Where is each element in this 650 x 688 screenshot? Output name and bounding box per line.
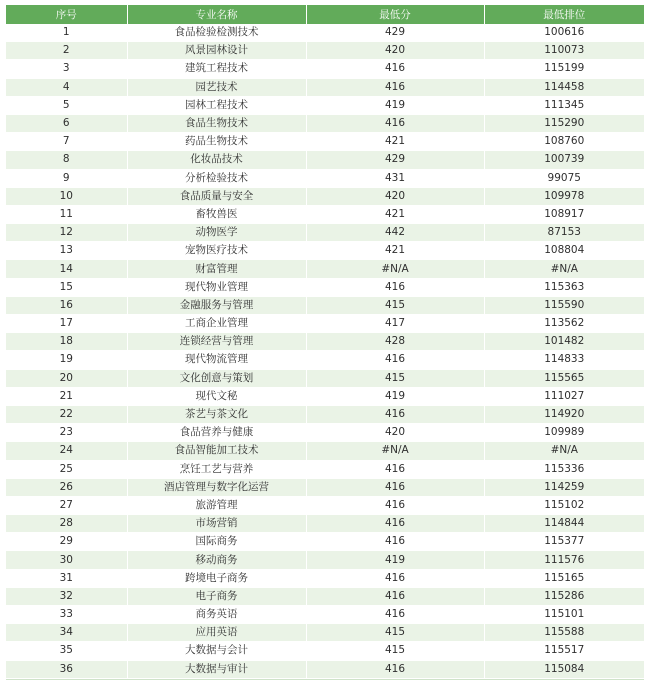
- cell-major-name: 食品生物技术: [127, 114, 306, 132]
- cell-serial-number: 29: [6, 533, 127, 551]
- cell-major-name: 食品营养与健康: [127, 424, 306, 442]
- cell-min-rank: 110073: [484, 42, 644, 60]
- cell-min-score: 415: [306, 624, 484, 642]
- cell-min-score: 415: [306, 369, 484, 387]
- cell-min-rank: 115590: [484, 296, 644, 314]
- cell-serial-number: 6: [6, 114, 127, 132]
- cell-major-name: 动物医学: [127, 224, 306, 242]
- cell-serial-number: 8: [6, 151, 127, 169]
- cell-min-rank: 114844: [484, 515, 644, 533]
- admission-score-table: [6, 5, 644, 679]
- table-row: [6, 24, 644, 42]
- cell-serial-number: 36: [6, 660, 127, 678]
- cell-serial-number: 33: [6, 606, 127, 624]
- cell-major-name: 园艺技术: [127, 78, 306, 96]
- cell-min-rank: 109989: [484, 424, 644, 442]
- cell-major-name: 大数据与会计: [127, 642, 306, 660]
- cell-min-rank: #N/A: [484, 260, 644, 278]
- cell-min-score: 428: [306, 333, 484, 351]
- cell-major-name: 电子商务: [127, 587, 306, 605]
- cell-min-score: 416: [306, 278, 484, 296]
- cell-min-rank: 115588: [484, 624, 644, 642]
- cell-serial-number: 16: [6, 296, 127, 314]
- cell-serial-number: 5: [6, 96, 127, 114]
- cell-min-score: 416: [306, 60, 484, 78]
- cell-major-name: 金融服务与管理: [127, 296, 306, 314]
- cell-serial-number: 21: [6, 387, 127, 405]
- cell-serial-number: 11: [6, 205, 127, 223]
- table-row: [6, 496, 644, 514]
- header-row: [6, 5, 644, 24]
- table-body: [6, 24, 644, 678]
- table-row: [6, 133, 644, 151]
- cell-serial-number: 3: [6, 60, 127, 78]
- cell-min-rank: 87153: [484, 224, 644, 242]
- header-min-score: 最低分: [306, 5, 484, 24]
- cell-min-score: 416: [306, 606, 484, 624]
- cell-major-name: 现代物流管理: [127, 351, 306, 369]
- cell-min-rank: 114458: [484, 78, 644, 96]
- cell-major-name: 市场营销: [127, 515, 306, 533]
- cell-major-name: 现代物业管理: [127, 278, 306, 296]
- cell-min-score: 416: [306, 660, 484, 678]
- cell-serial-number: 7: [6, 133, 127, 151]
- cell-serial-number: 30: [6, 551, 127, 569]
- cell-serial-number: 35: [6, 642, 127, 660]
- cell-min-score: 416: [306, 114, 484, 132]
- cell-major-name: 风景园林设计: [127, 42, 306, 60]
- table-row: [6, 369, 644, 387]
- cell-min-score: 416: [306, 515, 484, 533]
- cell-min-score: #N/A: [306, 442, 484, 460]
- cell-serial-number: 14: [6, 260, 127, 278]
- cell-major-name: 财富管理: [127, 260, 306, 278]
- cell-min-rank: 115165: [484, 569, 644, 587]
- cell-min-rank: 111576: [484, 551, 644, 569]
- cell-min-rank: 101482: [484, 333, 644, 351]
- cell-min-score: 416: [306, 496, 484, 514]
- cell-min-score: 417: [306, 315, 484, 333]
- cell-min-rank: 108917: [484, 205, 644, 223]
- cell-min-score: 420: [306, 424, 484, 442]
- cell-min-rank: 115101: [484, 606, 644, 624]
- cell-min-rank: 100739: [484, 151, 644, 169]
- cell-min-rank: 115199: [484, 60, 644, 78]
- cell-min-rank: 114259: [484, 478, 644, 496]
- cell-min-score: 442: [306, 224, 484, 242]
- cell-major-name: 畜牧兽医: [127, 205, 306, 223]
- cell-min-score: 420: [306, 42, 484, 60]
- cell-serial-number: 27: [6, 496, 127, 514]
- cell-min-score: 421: [306, 205, 484, 223]
- cell-min-rank: 99075: [484, 169, 644, 187]
- table-row: [6, 296, 644, 314]
- cell-major-name: 连锁经营与管理: [127, 333, 306, 351]
- table-row: [6, 660, 644, 678]
- cell-major-name: 商务英语: [127, 606, 306, 624]
- cell-serial-number: 25: [6, 460, 127, 478]
- table-row: [6, 533, 644, 551]
- cell-min-rank: #N/A: [484, 442, 644, 460]
- header-major-name: 专业名称: [127, 5, 306, 24]
- cell-min-score: 416: [306, 460, 484, 478]
- cell-min-score: 420: [306, 187, 484, 205]
- cell-min-score: 416: [306, 587, 484, 605]
- table-header: [6, 5, 644, 24]
- cell-serial-number: 1: [6, 24, 127, 42]
- table-row: [6, 515, 644, 533]
- table-row: [6, 587, 644, 605]
- table-row: [6, 551, 644, 569]
- cell-min-score: 416: [306, 569, 484, 587]
- table-row: [6, 242, 644, 260]
- cell-major-name: 移动商务: [127, 551, 306, 569]
- cell-serial-number: 2: [6, 42, 127, 60]
- admission-score-table-container: [6, 5, 644, 680]
- cell-min-rank: 115290: [484, 114, 644, 132]
- cell-serial-number: 17: [6, 315, 127, 333]
- cell-serial-number: 23: [6, 424, 127, 442]
- cell-major-name: 酒店管理与数字化运营: [127, 478, 306, 496]
- cell-min-rank: 115084: [484, 660, 644, 678]
- table-row: [6, 478, 644, 496]
- cell-min-rank: 111345: [484, 96, 644, 114]
- cell-min-score: 419: [306, 551, 484, 569]
- cell-serial-number: 20: [6, 369, 127, 387]
- cell-min-rank: 113562: [484, 315, 644, 333]
- cell-major-name: 茶艺与茶文化: [127, 405, 306, 423]
- table-row: [6, 78, 644, 96]
- cell-major-name: 宠物医疗技术: [127, 242, 306, 260]
- cell-major-name: 建筑工程技术: [127, 60, 306, 78]
- table-row: [6, 42, 644, 60]
- cell-min-score: 419: [306, 387, 484, 405]
- cell-min-rank: 114833: [484, 351, 644, 369]
- cell-serial-number: 28: [6, 515, 127, 533]
- cell-serial-number: 9: [6, 169, 127, 187]
- cell-min-score: 416: [306, 478, 484, 496]
- table-row: [6, 442, 644, 460]
- cell-min-score: 431: [306, 169, 484, 187]
- cell-major-name: 食品检验检测技术: [127, 24, 306, 42]
- cell-major-name: 现代文秘: [127, 387, 306, 405]
- cell-major-name: 跨境电子商务: [127, 569, 306, 587]
- cell-min-rank: 115377: [484, 533, 644, 551]
- cell-major-name: 食品质量与安全: [127, 187, 306, 205]
- cell-min-score: 416: [306, 351, 484, 369]
- cell-major-name: 药品生物技术: [127, 133, 306, 151]
- cell-min-rank: 109978: [484, 187, 644, 205]
- cell-major-name: 应用英语: [127, 624, 306, 642]
- table-row: [6, 151, 644, 169]
- table-row: [6, 169, 644, 187]
- cell-major-name: 大数据与审计: [127, 660, 306, 678]
- cell-min-score: 415: [306, 642, 484, 660]
- header-min-rank: 最低排位: [484, 5, 644, 24]
- cell-min-score: 416: [306, 533, 484, 551]
- cell-serial-number: 24: [6, 442, 127, 460]
- table-row: [6, 569, 644, 587]
- cell-min-rank: 115336: [484, 460, 644, 478]
- table-row: [6, 60, 644, 78]
- table-row: [6, 114, 644, 132]
- cell-serial-number: 10: [6, 187, 127, 205]
- cell-serial-number: 22: [6, 405, 127, 423]
- cell-major-name: 食品智能加工技术: [127, 442, 306, 460]
- table-row: [6, 642, 644, 660]
- table-row: [6, 351, 644, 369]
- table-row: [6, 96, 644, 114]
- cell-min-rank: 114920: [484, 405, 644, 423]
- table-row: [6, 460, 644, 478]
- cell-min-score: 421: [306, 133, 484, 151]
- cell-serial-number: 32: [6, 587, 127, 605]
- cell-serial-number: 26: [6, 478, 127, 496]
- cell-min-score: 416: [306, 78, 484, 96]
- cell-min-rank: 115363: [484, 278, 644, 296]
- cell-serial-number: 19: [6, 351, 127, 369]
- cell-min-rank: 100616: [484, 24, 644, 42]
- cell-min-score: 429: [306, 151, 484, 169]
- table-row: [6, 405, 644, 423]
- cell-min-score: 421: [306, 242, 484, 260]
- table-row: [6, 187, 644, 205]
- table-row: [6, 624, 644, 642]
- cell-serial-number: 15: [6, 278, 127, 296]
- table-row: [6, 333, 644, 351]
- cell-major-name: 分析检验技术: [127, 169, 306, 187]
- cell-min-rank: 108760: [484, 133, 644, 151]
- cell-major-name: 烹饪工艺与营养: [127, 460, 306, 478]
- cell-min-rank: 115286: [484, 587, 644, 605]
- cell-serial-number: 31: [6, 569, 127, 587]
- table-row: [6, 387, 644, 405]
- cell-serial-number: 13: [6, 242, 127, 260]
- cell-min-score: #N/A: [306, 260, 484, 278]
- table-row: [6, 278, 644, 296]
- cell-serial-number: 4: [6, 78, 127, 96]
- cell-major-name: 工商企业管理: [127, 315, 306, 333]
- table-row: [6, 424, 644, 442]
- cell-min-rank: 108804: [484, 242, 644, 260]
- header-serial-number: 序号: [6, 5, 127, 24]
- cell-min-rank: 115102: [484, 496, 644, 514]
- cell-major-name: 化妆品技术: [127, 151, 306, 169]
- cell-major-name: 文化创意与策划: [127, 369, 306, 387]
- cell-min-score: 415: [306, 296, 484, 314]
- cell-major-name: 园林工程技术: [127, 96, 306, 114]
- cell-serial-number: 34: [6, 624, 127, 642]
- cell-min-rank: 111027: [484, 387, 644, 405]
- table-row: [6, 224, 644, 242]
- cell-major-name: 国际商务: [127, 533, 306, 551]
- cell-min-rank: 115517: [484, 642, 644, 660]
- table-row: [6, 606, 644, 624]
- cell-min-score: 429: [306, 24, 484, 42]
- cell-min-score: 416: [306, 405, 484, 423]
- cell-serial-number: 18: [6, 333, 127, 351]
- cell-serial-number: 12: [6, 224, 127, 242]
- table-row: [6, 205, 644, 223]
- table-row: [6, 315, 644, 333]
- table-row: [6, 260, 644, 278]
- cell-major-name: 旅游管理: [127, 496, 306, 514]
- cell-min-rank: 115565: [484, 369, 644, 387]
- cell-min-score: 419: [306, 96, 484, 114]
